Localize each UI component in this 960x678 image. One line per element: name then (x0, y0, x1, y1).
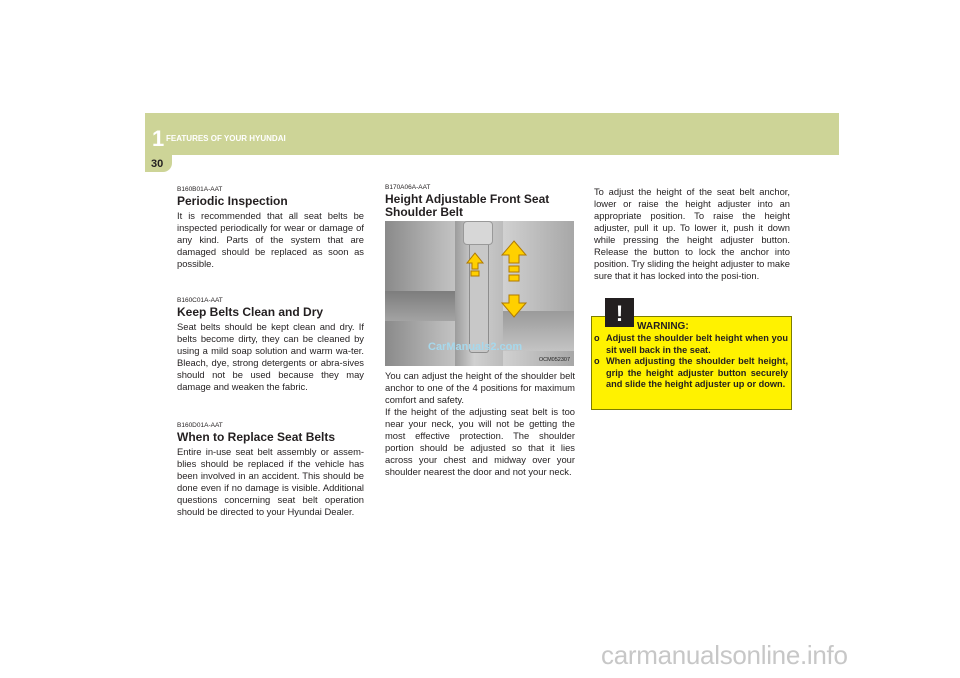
section-height-adjustable (385, 184, 575, 219)
section-code: B160D01A-AAT (177, 422, 223, 429)
section-when-to-replace (177, 422, 364, 518)
section-height-adjustable-body (385, 368, 575, 478)
section-body: Entire in-use seat belt assembly or assem-blies should be replaced if the vehicle has been involved in an accident. This should be done even if no damage is visible. Additional questions concerning seat belt operation should be directed to your Hyundai Dealer. (177, 446, 364, 517)
exclamation-icon (605, 298, 634, 327)
section-body: Seat belts should be kept clean and dry. If belts become dirty, they can be cleaned by using a mild soap solution and warm wa-ter. Bleach, dye, strong detergents or abra-sives should not be used because they may damage and weaken the fabric. (177, 321, 364, 392)
watermark-text: CarManuals2.com (428, 341, 523, 353)
section-code: B170A06A-AAT (385, 184, 431, 191)
section-keep-belts-clean (177, 297, 364, 393)
footer-watermark: carmanualsonline.info (601, 640, 848, 670)
section-code: B160B01A-AAT (177, 186, 223, 193)
warning-list (594, 333, 788, 391)
section-body: You can adjust the height of the shoulder belt anchor to one of the 4 positions for maximum comfort and safety. If the height of the adjusting seat belt is too near your neck, you will not be getting the most effective protection. The shoulder portion should be adjusted so that it lies across your chest and midway over your shoulder nearest the door and not your neck. (385, 370, 575, 477)
section-heading: Keep Belts Clean and Dry (177, 305, 324, 319)
section-heading: Periodic Inspection (177, 194, 288, 208)
section-code: B160C01A-AAT (177, 297, 223, 304)
warning-bullet: o (594, 333, 600, 343)
svg-text:!: ! (615, 301, 624, 326)
warning-item (594, 333, 788, 356)
warning-title: WARNING: (637, 321, 689, 332)
figure-ref-code: OCM052307 (538, 357, 570, 363)
warning-text: Adjust the shoulder belt height when you sit well back in the seat. (606, 333, 788, 355)
section-periodic-inspection (177, 186, 364, 270)
section-heading: When to Replace Seat Belts (177, 430, 336, 444)
adjuster-arrow-icon (465, 251, 485, 281)
chapter-title: FEATURES OF YOUR HYUNDAI (166, 134, 286, 143)
warning-item (594, 356, 788, 391)
page-number: 30 (151, 158, 164, 170)
section-body: It is recommended that all seat belts be inspected periodically for wear or damage of any kind. Parts of the system that are damaged should be replaced as soon as possible. (177, 210, 364, 269)
warning-bullet: o (594, 356, 600, 366)
section-heading: Height Adjustable Front Seat Shoulder Belt (385, 192, 550, 219)
adjust-instructions (594, 184, 790, 282)
instructions-body: To adjust the height of the seat belt anchor, lower or raise the height adjuster into an appropriate position. To raise the height adjuster, pull it up. To lower it, push it down while pressing the height adjuster button. Release the button to lock the anchor into position. Try sliding the height adjuster to make sure that it has locked into the posi-tion. (594, 186, 790, 281)
up-down-arrows-icon (499, 239, 529, 319)
warning-text: When adjusting the shoulder belt height, grip the height adjuster button securely and slide the height adjuster up or down. (606, 356, 788, 389)
chapter-number: 1 (152, 126, 165, 151)
